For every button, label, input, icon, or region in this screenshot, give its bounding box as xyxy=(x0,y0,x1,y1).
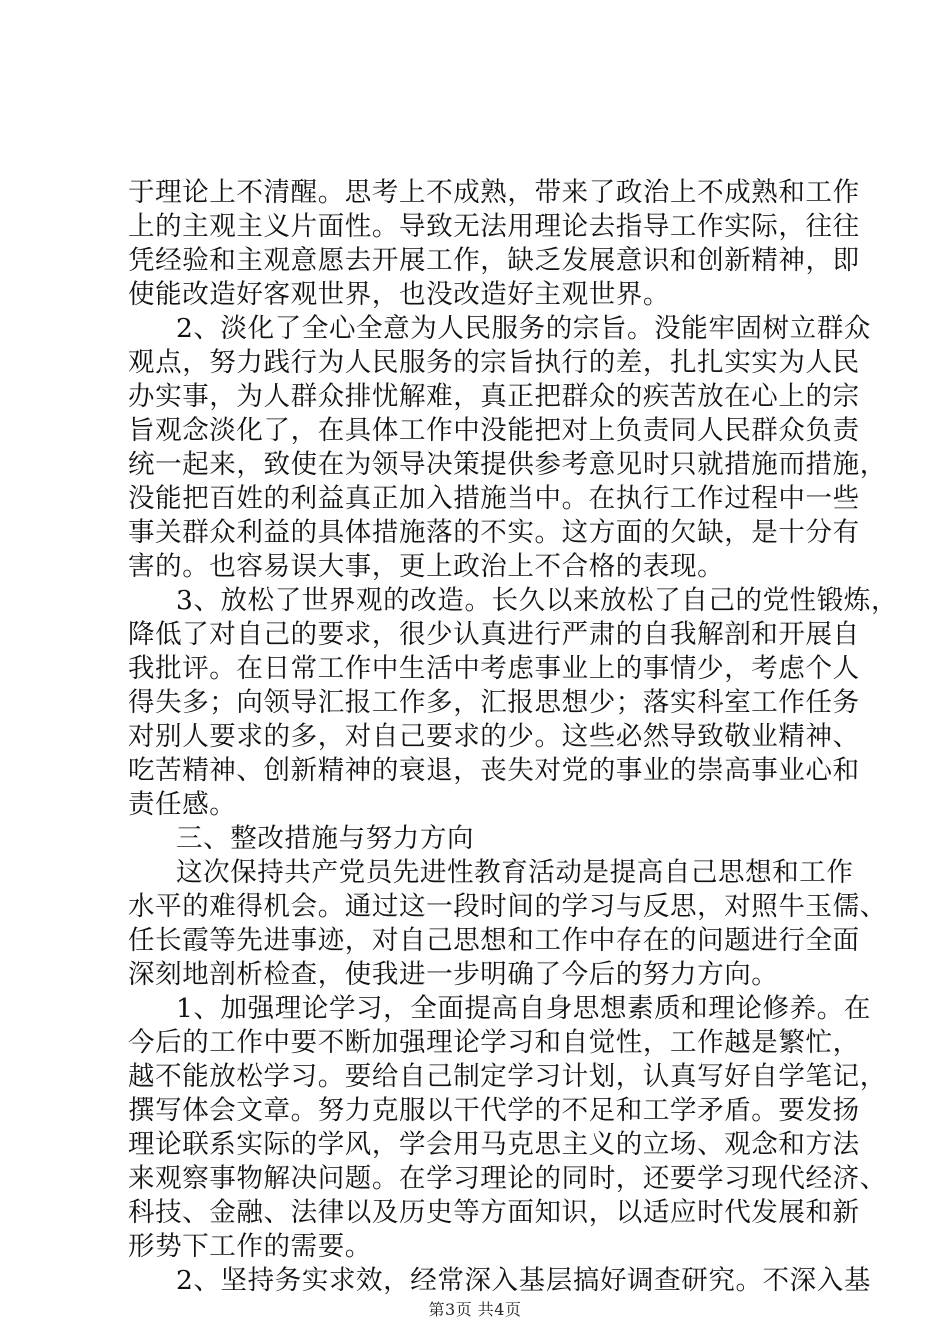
text-line-19: 责任感。 xyxy=(128,789,237,820)
page-number-footer: 第3页 共4页 xyxy=(428,1300,522,1319)
text-line-5: 2、淡化了全心全意为人民服务的宗旨。没能牢固树立群众 xyxy=(176,313,871,344)
text-line-11: 事关群众利益的具体措施落的不实。这方面的欠缺，是十分有 xyxy=(128,517,860,548)
text-line-25: 1、加强理论学习，全面提高自身思想素质和理论修养。在 xyxy=(176,993,871,1024)
text-line-21: 这次保持共产党员先进性教育活动是提高自己思想和工作 xyxy=(176,857,854,888)
text-line-8: 旨观念淡化了，在具体工作中没能把对上负责同人民群众负责 xyxy=(128,415,860,446)
text-line-2: 上的主观主义片面性。导致无法用理论去指导工作实际，往往 xyxy=(128,211,860,242)
text-line-17: 对别人要求的多，对自己要求的少。这些必然导致敬业精神、 xyxy=(128,721,860,752)
text-line-6: 观点，努力践行为人民服务的宗旨执行的差，扎扎实实为人民 xyxy=(128,347,860,378)
text-line-4: 使能改造好客观世界，也没改造好主观世界。 xyxy=(128,279,670,310)
text-line-33: 2、坚持务实求效，经常深入基层搞好调查研究。不深入基 xyxy=(176,1265,871,1296)
text-line-13: 3、放松了世界观的改造。长久以来放松了自己的党性锻炼， xyxy=(176,585,899,616)
text-line-32: 形势下工作的需要。 xyxy=(128,1231,372,1262)
text-line-26: 今后的工作中要不断加强理论学习和自觉性，工作越是繁忙， xyxy=(128,1027,860,1058)
text-line-28: 撰写体会文章。努力克服以干代学的不足和工学矛盾。要发扬 xyxy=(128,1095,860,1126)
text-line-10: 没能把百姓的利益真正加入措施当中。在执行工作过程中一些 xyxy=(128,483,860,514)
text-line-15: 我批评。在日常工作中生活中考虑事业上的事情少，考虑个人 xyxy=(128,653,860,684)
text-line-22: 水平的难得机会。通过这一段时间的学习与反思，对照牛玉儒、 xyxy=(128,891,887,922)
text-line-9: 统一起来，致使在为领导决策提供参考意见时只就措施而措施， xyxy=(128,449,887,480)
text-line-29: 理论联系实际的学风，学会用马克思主义的立场、观念和方法 xyxy=(128,1129,860,1160)
text-line-12: 害的。也容易误大事，更上政治上不合格的表现。 xyxy=(128,551,725,582)
text-line-23: 任长霞等先进事迹，对自己思想和工作中存在的问题进行全面 xyxy=(128,925,860,956)
text-line-24: 深刻地剖析检查，使我进一步明确了今后的努力方向。 xyxy=(128,959,779,990)
text-line-16: 得失多；向领导汇报工作多，汇报思想少；落实科室工作任务 xyxy=(128,687,860,718)
text-line-7: 办实事，为人群众排忧解难，真正把群众的疾苦放在心上的宗 xyxy=(128,381,860,412)
text-line-14: 降低了对自己的要求，很少认真进行严肃的自我解剖和开展自 xyxy=(128,619,860,650)
text-line-18: 吃苦精神、创新精神的衰退，丧失对党的事业的崇高事业心和 xyxy=(128,755,860,786)
text-line-31: 科技、金融、法律以及历史等方面知识，以适应时代发展和新 xyxy=(128,1197,860,1228)
text-line-27: 越不能放松学习。要给自己制定学习计划，认真写好自学笔记， xyxy=(128,1061,887,1092)
section-heading: 三、整改措施与努力方向 xyxy=(176,823,475,854)
text-line-30: 来观察事物解决问题。在学习理论的同时，还要学习现代经济、 xyxy=(128,1163,887,1194)
text-line-1: 于理论上不清醒。思考上不成熟，带来了政治上不成熟和工作 xyxy=(128,177,860,208)
text-line-3: 凭经验和主观意愿去开展工作，缺乏发展意识和创新精神，即 xyxy=(128,245,860,276)
